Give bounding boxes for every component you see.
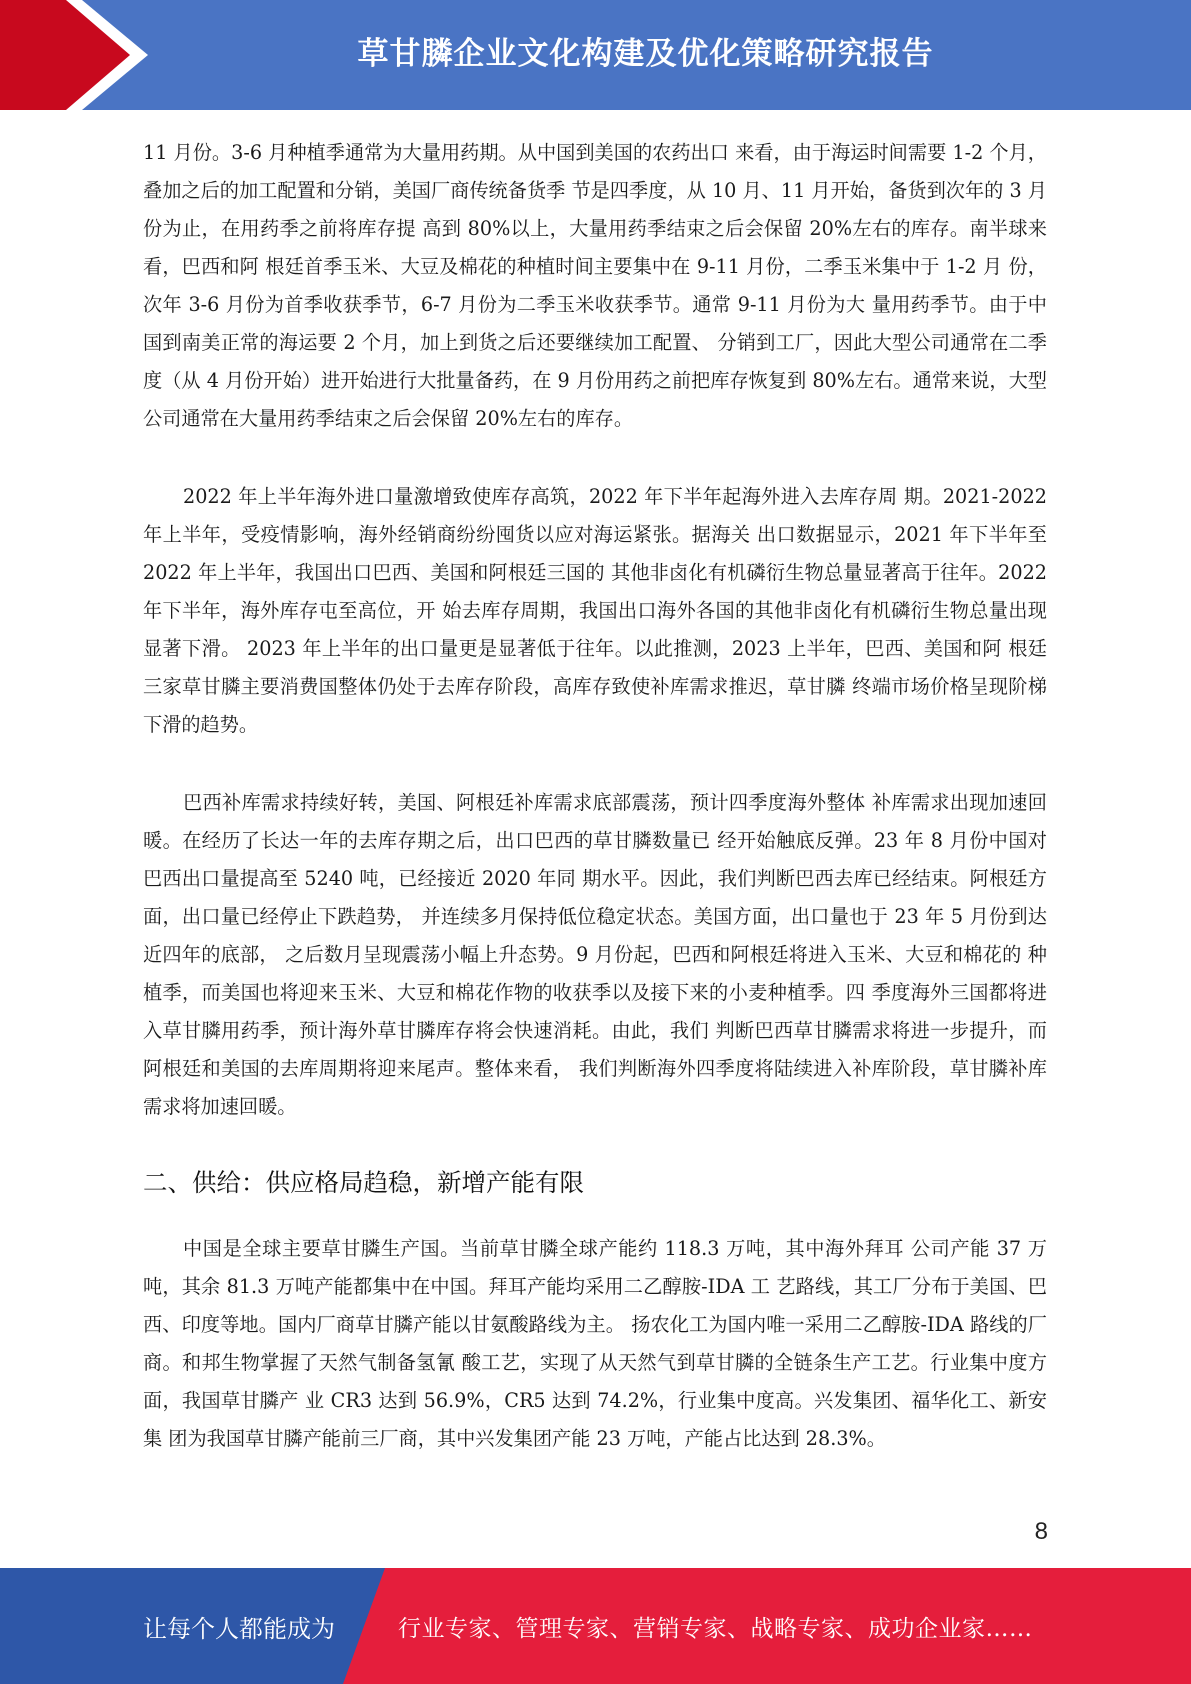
paragraph-destocking-cycle: 2022 年上半年海外进口量激增致使库存高筑，2022 年下半年起海外进入去库存周 期。2021-2022 年上半年，受疫情影响，海外经销商纷纷囤货以应对海运紧张。据海关 出口数据显示，2021 年下半年至 2022 年上半年，我国出口巴西、美国和阿根廷三国的 其他非卤化有机磷衍生物总量显著高于往年。2022 年下半年，海外库存屯至高位，开 始去库存周期，我国出口海外各国的其他非卤化有机磷衍生物总量出现显著下滑。 2023 年上半年的出口量更是显著低于往年。以此推测，2023 上半年，巴西、美国和阿 根廷三家草甘膦主要消费国整体仍处于去库存阶段，高库存致使补库需求推迟，草甘膦 终端市场价格呈现阶梯下滑的趋势。 xyxy=(143,485,1047,736)
header-chevron-decoration xyxy=(0,0,160,110)
document-title: 草甘膦企业文化构建及优化策略研究报告 xyxy=(357,35,934,72)
paragraph-supply-capacity: 中国是全球主要草甘膦生产国。当前草甘膦全球产能约 118.3 万吨，其中海外拜耳 公司产能 37 万吨，其余 81.3 万吨产能都集中在中国。拜耳产能均采用二乙醇胺-IDA 工 艺路线，其工厂分布于美国、巴西、印度等地。国内厂商草甘膦产能以甘氨酸路线为主。 扬农化工为国内唯一采用二乙醇胺-IDA 路线的厂商。和邦生物掌握了天然气制备氢氰 酸工艺，实现了从天然气到草甘膦的全链条生产工艺。行业集中度方面，我国草甘膦产 业 CR3 达到 56.9%，CR5 达到 74.2%，行业集中度高。兴发集团、福华化工、新安集 团为我国草甘膦产能前三厂商，其中兴发集团产能 23 万吨，产能占比达到 28.3%。 xyxy=(143,1237,1047,1450)
page-number: 8 xyxy=(1034,1518,1048,1545)
footer-slogan-right: 行业专家、管理专家、营销专家、战略专家、成功企业家…… xyxy=(398,1615,1033,1642)
page-header xyxy=(0,0,1191,110)
document-body xyxy=(143,134,1047,1498)
paragraph-planting-season: 11 月份。3-6 月种植季通常为大量用药期。从中国到美国的农药出口 来看，由于海运时间需要 1-2 个月，叠加之后的加工配置和分销，美国厂商传统备货季 节是四季度，从 10 月、11 月开始，备货到次年的 3 月份为止，在用药季之前将库存提 高到 80%以上，大量用药季结束之后会保留 20%左右的库存。南半球来看，巴西和阿 根廷首季玉米、大豆及棉花的种植时间主要集中在 9-11 月份，二季玉米集中于 1-2 月 份，次年 3-6 月份为首季收获季节，6-7 月份为二季玉米收获季节。通常 9-11 月份为大 量用药季节。由于中国到南美正常的海运要 2 个月，加上到货之后还要继续加工配置、 分销到工厂，因此大型公司通常在二季度（从 4 月份开始）进开始进行大批量备药，在 9 月份用药之前把库存恢复到 80%左右。通常来说，大型公司通常在大量用药季结束之后会保留 20%左右的库存。 xyxy=(143,141,1047,430)
footer-slogan-left: 让每个人都能成为 xyxy=(143,1614,335,1643)
page-footer xyxy=(0,1568,1191,1684)
paragraph-restocking-demand: 巴西补库需求持续好转，美国、阿根廷补库需求底部震荡，预计四季度海外整体 补库需求出现加速回暖。在经历了长达一年的去库存期之后，出口巴西的草甘膦数量已 经开始触底反弹。23 年 8 月份中国对巴西出口量提高至 5240 吨，已经接近 2020 年同 期水平。因此，我们判断巴西去库已经结束。阿根廷方面，出口量已经停止下跌趋势， 并连续多月保持低位稳定状态。美国方面，出口量也于 23 年 5 月份到达近四年的底部， 之后数月呈现震荡小幅上升态势。9 月份起，巴西和阿根廷将进入玉米、大豆和棉花的 种植季，而美国也将迎来玉米、大豆和棉花作物的收获季以及接下来的小麦种植季。四 季度海外三国都将进入草甘膦用药季，预计海外草甘膦库存将会快速消耗。由此，我们 判断巴西草甘膦需求将进一步提升，而阿根廷和美国的去库周期将迎来尾声。整体来看， 我们判断海外四季度将陆续进入补库阶段，草甘膦补库需求将加速回暖。 xyxy=(143,791,1047,1118)
section-heading-supply: 二、供给：供应格局趋稳，新增产能有限 xyxy=(143,1168,584,1197)
